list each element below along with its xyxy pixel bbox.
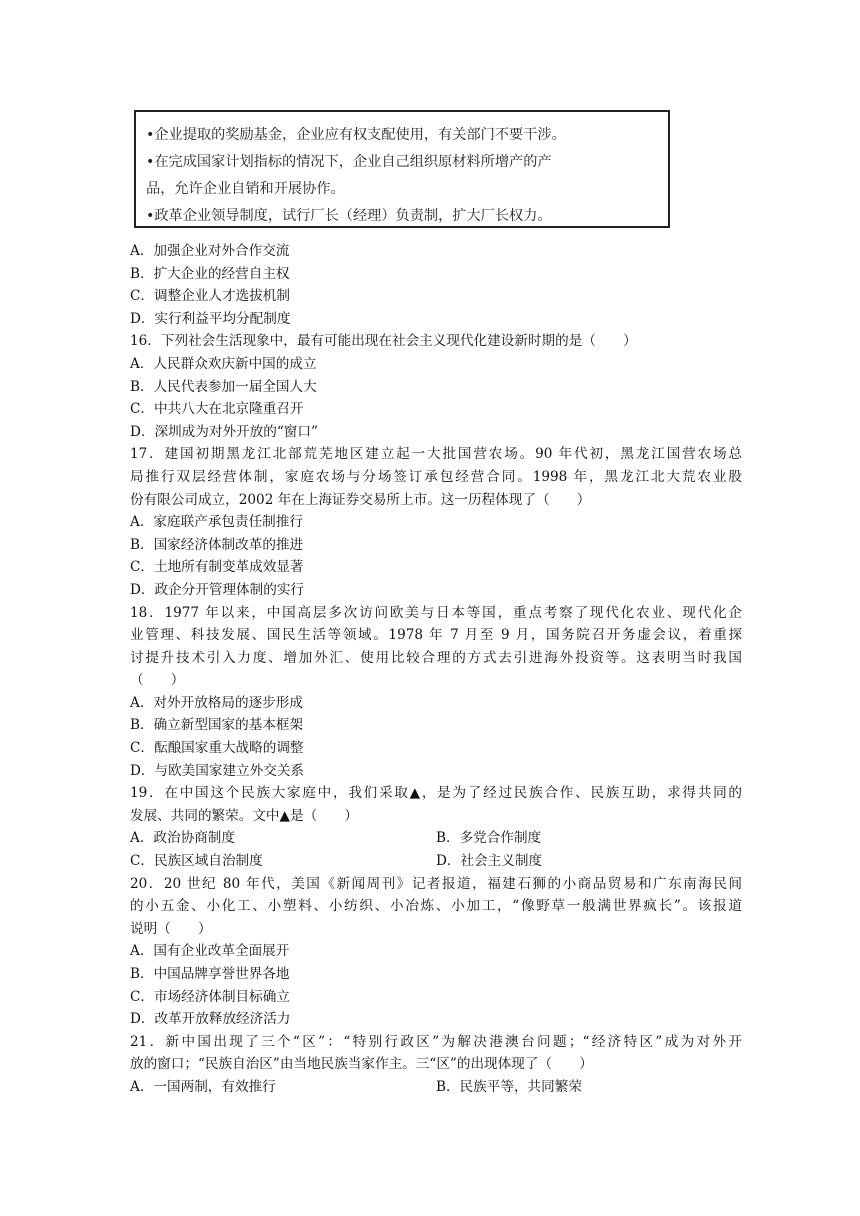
q20-stem-line: 20．20 世纪 80 年代，美国《新闻周刊》记者报道，福建石狮的小商品贸易和广东南海民间 [130, 875, 742, 892]
q20-option-a[interactable]: A．国有企业改革全面展开 [130, 943, 290, 960]
q18-option-b[interactable]: B．确立新型国家的基本框架 [130, 717, 304, 734]
q16-option-b[interactable]: B．人民代表参加一届全国人大 [130, 378, 317, 395]
q19-stem-line: 发展、共同的繁荣。文中▲是（ ） [130, 807, 358, 824]
q20-option-d[interactable]: D．改革开放释放经济活力 [130, 1011, 291, 1028]
q19-stem-line: 19．在中国这个民族大家庭中，我们采取▲，是为了经过民族合作、民族互助，求得共同的 [130, 785, 742, 802]
question-18 [130, 602, 742, 783]
q19-options-row [130, 850, 742, 873]
q16-stem: 16．下列社会生活现象中，最有可能出现在社会主义现代化建设新时期的是（ ） [130, 333, 637, 350]
q17-stem-line: 份有限公司成立，2002 年在上海证券交易所上市。这一历程体现了（ ） [130, 491, 591, 508]
q21-stem-line: 放的窗口；“民族自治区”由当地民族当家作主。三“区”的出现体现了（ ） [130, 1056, 593, 1073]
box-line: •在完成国家计划指标的情况下，企业自己组织原材料所增产的产 [146, 154, 552, 170]
q21-stem-line: 21．新中国出现了三个“区”：“特别行政区”为解决港澳台问题；“经济特区”成为对外开 [130, 1033, 742, 1050]
question-19 [130, 782, 742, 872]
q15-option-b[interactable]: B．扩大企业的经营自主权 [130, 265, 290, 282]
q21-options-row [130, 1076, 742, 1099]
q20-stem-line: 的小五金、小化工、小塑料、小纺织、小冶炼、小加工，“像野草一般满世界疯长”。该报道 [130, 898, 742, 915]
question-17 [130, 443, 742, 601]
q19-options-row [130, 827, 742, 850]
q18-stem-line: 讨提升技术引入力度、增加外汇、使用比较合理的方式去引进海外投资等。这表明当时我国 [130, 649, 742, 666]
q18-stem-line: （ ） [130, 672, 185, 689]
question-16 [130, 330, 742, 443]
q20-option-c[interactable]: C．市场经济体制目标确立 [130, 988, 290, 1005]
box-line: 品，允许企业自销和开展协作。 [146, 181, 345, 197]
question-15-options [130, 240, 742, 330]
q19-option-b[interactable]: B．多党合作制度 [436, 830, 542, 847]
q21-option-b[interactable]: B．民族平等，共同繁荣 [436, 1078, 582, 1095]
q16-option-a[interactable]: A．人民群众欢庆新中国的成立 [130, 355, 317, 372]
q18-stem-line: 业管理、科技发展、国民生活等领域。1978 年 7 月至 9 月，国务院召开务虚会议，着重探 [130, 627, 742, 644]
question-20 [130, 873, 742, 1031]
q17-option-d[interactable]: D．政企分开管理体制的实行 [130, 581, 305, 598]
q19-option-a[interactable]: A．政治协商制度 [130, 830, 235, 847]
q18-option-a[interactable]: A．对外开放格局的逐步形成 [130, 694, 303, 711]
q20-stem-line: 说明（ ） [130, 920, 212, 937]
q17-stem-line: 局推行双层经营体制，家庭农场与分场签订承包经营合同。1998 年，黑龙江北大荒农业股 [130, 468, 742, 485]
q16-option-c[interactable]: C．中共八大在北京隆重召开 [130, 401, 304, 418]
box-line: •企业提取的奖励基金，企业应有权支配使用，有关部门不要干涉。 [146, 127, 566, 143]
question-list [130, 240, 742, 1099]
q18-stem-line: 18．1977 年以来，中国高层多次访问欧美与日本等国，重点考察了现代化农业、现代化企 [130, 604, 742, 621]
q21-option-a[interactable]: A．一国两制，有效推行 [130, 1078, 276, 1095]
q17-option-c[interactable]: C．土地所有制变革成效显著 [130, 559, 304, 576]
question-21 [130, 1031, 742, 1099]
source-material-box [134, 110, 670, 228]
q17-option-b[interactable]: B．国家经济体制改革的推进 [130, 536, 304, 553]
q15-option-c[interactable]: C．调整企业人才选拔机制 [130, 288, 290, 305]
q19-option-c[interactable]: C．民族区域自治制度 [130, 853, 263, 870]
q16-option-d[interactable]: D．深圳成为对外开放的“窗口” [130, 423, 318, 440]
q18-option-d[interactable]: D．与欧美国家建立外交关系 [130, 762, 305, 779]
q15-option-d[interactable]: D．实行利益平均分配制度 [130, 310, 291, 327]
q17-stem-line: 17．建国初期黑龙江北部荒芜地区建立起一大批国营农场。90 年代初，黑龙江国营农场总 [130, 446, 742, 463]
q18-option-c[interactable]: C．酝酿国家重大战略的调整 [130, 740, 304, 757]
q19-option-d[interactable]: D．社会主义制度 [436, 853, 543, 870]
q17-option-a[interactable]: A．家庭联产承包责任制推行 [130, 514, 303, 531]
q20-option-b[interactable]: B．中国品牌享誉世界各地 [130, 966, 290, 982]
box-line: •政革企业领导制度，试行厂长（经理）负责制，扩大厂长权力。 [146, 208, 552, 224]
q15-option-a[interactable]: A．加强企业对外合作交流 [130, 243, 290, 259]
